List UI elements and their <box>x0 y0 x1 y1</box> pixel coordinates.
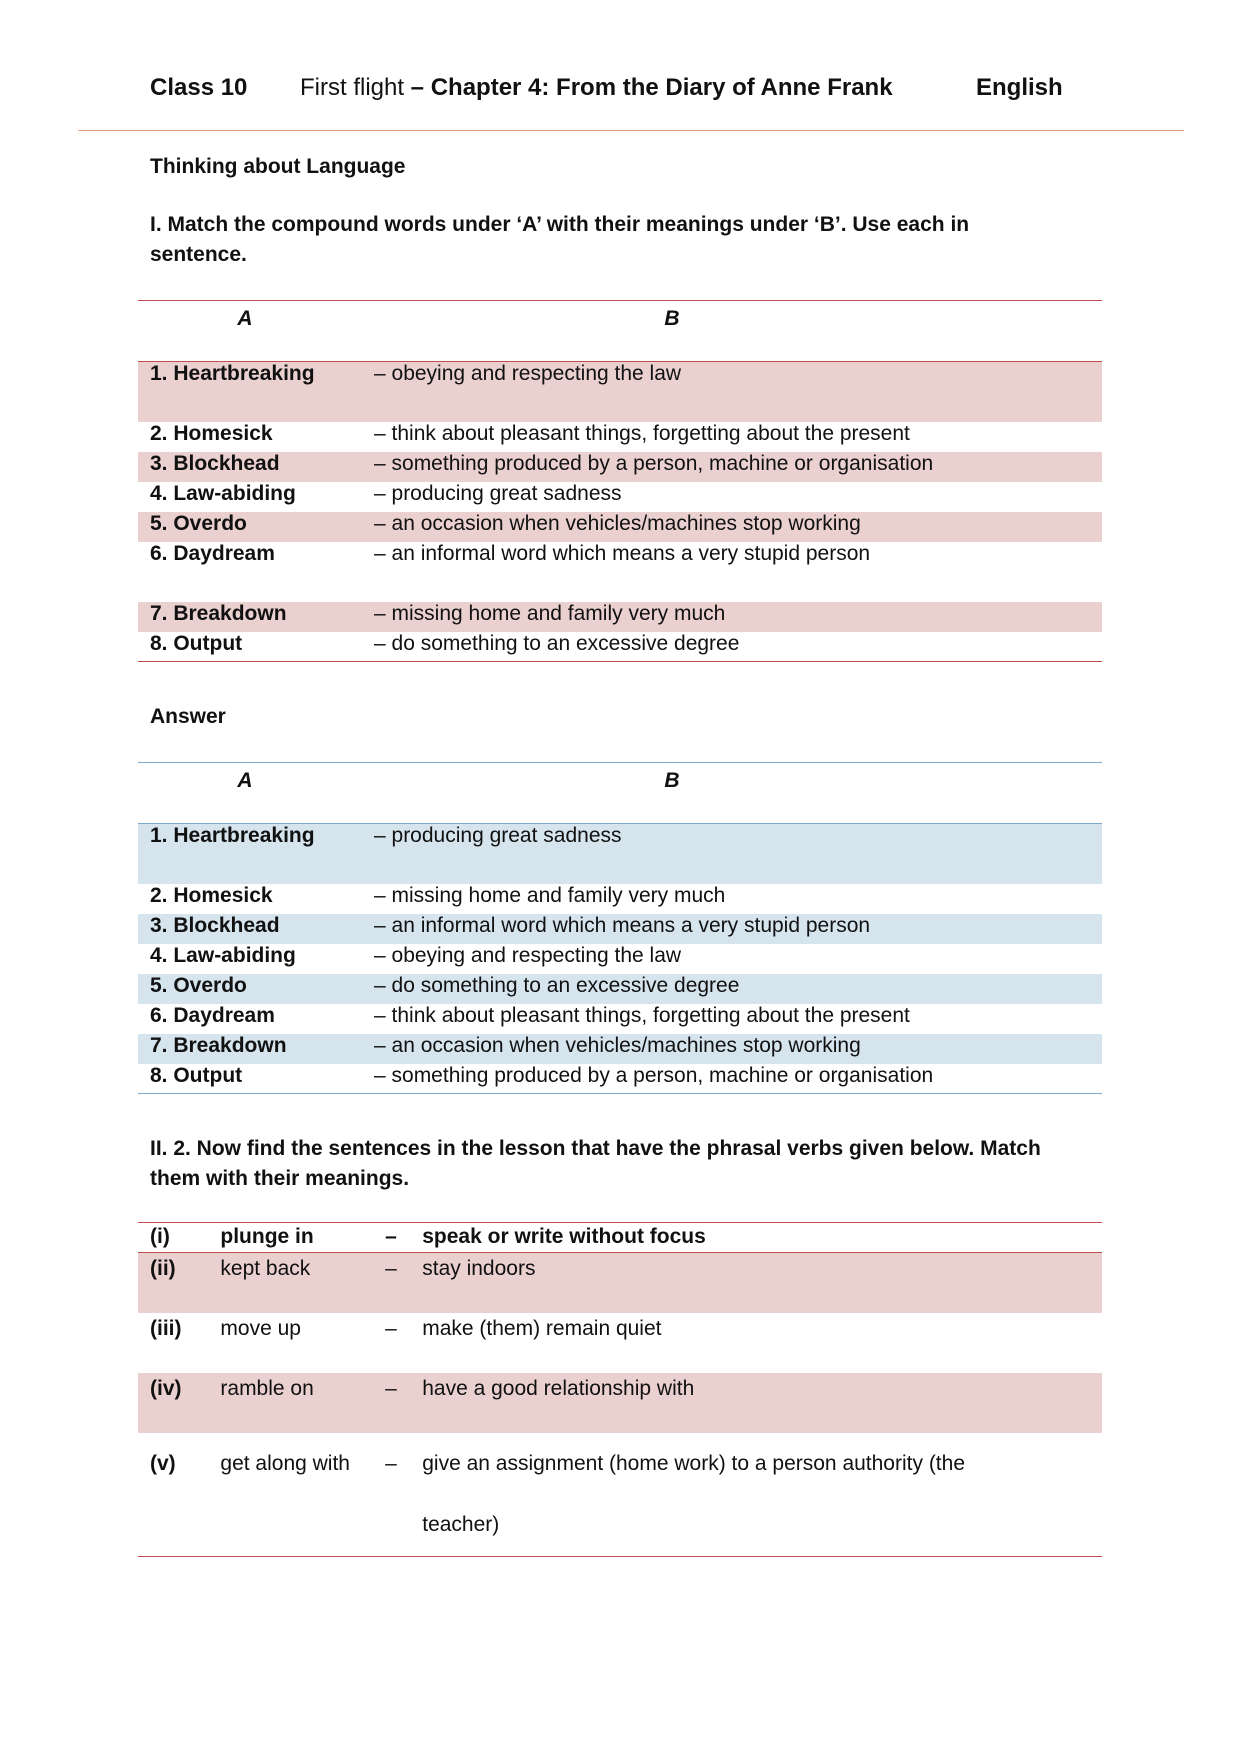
table-row <box>138 602 1102 632</box>
answer-table <box>138 762 1102 1094</box>
meaning-b: – producing great sadness <box>374 824 622 847</box>
table-row <box>138 1313 1102 1373</box>
header-chapter-title: – Chapter 4: From the Diary of Anne Frank <box>404 74 893 101</box>
phrasal-verb: plunge in <box>220 1225 314 1248</box>
word-a: 5. Overdo <box>150 973 247 997</box>
table-row <box>138 974 1102 1004</box>
header-class: Class 10 <box>150 74 248 101</box>
dash: – <box>385 1316 397 1340</box>
phrasal-verb: ramble on <box>220 1376 314 1400</box>
word-a: 1. Heartbreaking <box>150 824 315 847</box>
dash: – <box>385 1225 397 1248</box>
meaning-b: – an informal word which means a very stupid person <box>374 913 871 937</box>
column-b-header: B <box>664 769 680 792</box>
item-number: (i) <box>150 1225 170 1248</box>
dash: – <box>385 1376 397 1400</box>
meaning-b: – do something to an excessive degree <box>374 973 740 997</box>
table-row <box>138 1223 1102 1253</box>
table-row <box>138 944 1102 974</box>
word-a: 8. Output <box>150 1063 243 1087</box>
word-a: 7. Breakdown <box>150 1033 287 1057</box>
word-a: 7. Breakdown <box>150 601 287 625</box>
word-a: 3. Blockhead <box>150 451 280 475</box>
meaning-b: – producing great sadness <box>374 481 622 505</box>
meaning-b: – something produced by a person, machine or organisation <box>374 451 934 475</box>
meaning-b: – do something to an excessive degree <box>374 631 740 655</box>
word-a: 1. Heartbreaking <box>150 362 315 385</box>
meaning-b: – an occasion when vehicles/machines stop working <box>374 511 861 535</box>
verb-meaning: have a good relationship with <box>422 1376 695 1400</box>
meaning-b: – obeying and respecting the law <box>374 362 682 385</box>
compound-words-table <box>138 300 1102 662</box>
table-header-row <box>138 301 1102 362</box>
word-a: 8. Output <box>150 631 243 655</box>
meaning-b: – think about pleasant things, forgetting about the present <box>374 1003 910 1027</box>
header-book: First flight <box>300 74 405 101</box>
phrasal-verbs-table <box>138 1222 1102 1557</box>
header-divider <box>78 130 1184 131</box>
table-row <box>138 632 1102 662</box>
column-a-header: A <box>237 769 253 792</box>
table-row <box>138 1034 1102 1064</box>
dash: – <box>385 1257 397 1280</box>
table-row <box>138 512 1102 542</box>
word-a: 6. Daydream <box>150 541 275 565</box>
answer-label: Answer <box>150 705 226 728</box>
phrasal-verb: kept back <box>220 1257 311 1280</box>
dash: – <box>385 1451 397 1475</box>
meaning-b: – an informal word which means a very stupid person <box>374 541 871 565</box>
word-a: 5. Overdo <box>150 511 247 535</box>
column-b-header: B <box>664 307 680 330</box>
page-header <box>150 74 1080 110</box>
word-a: 4. Law-abiding <box>150 481 296 505</box>
table-header-row <box>138 763 1102 824</box>
question-1: I. Match the compound words under ‘A’ with their meanings under ‘B’. Use each in sentence. <box>150 213 970 266</box>
phrasal-verb: move up <box>220 1316 301 1340</box>
table-row <box>138 362 1102 422</box>
word-a: 2. Homesick <box>150 883 273 907</box>
table-row <box>138 884 1102 914</box>
column-a-header: A <box>237 307 253 330</box>
item-number: (ii) <box>150 1257 176 1280</box>
verb-meaning: speak or write without focus <box>422 1225 706 1248</box>
meaning-b: – missing home and family very much <box>374 601 726 625</box>
verb-meaning: give an assignment (home work) to a person authority (the teacher) <box>422 1451 966 1536</box>
word-a: 6. Daydream <box>150 1003 275 1027</box>
table-row <box>138 1253 1102 1313</box>
verb-meaning: stay indoors <box>422 1257 536 1280</box>
word-a: 3. Blockhead <box>150 913 280 937</box>
table-row <box>138 1064 1102 1094</box>
header-chapter <box>300 74 893 102</box>
table-row <box>138 1433 1102 1557</box>
item-number: (v) <box>150 1451 176 1475</box>
meaning-b: – obeying and respecting the law <box>374 943 682 967</box>
meaning-b: – think about pleasant things, forgetting about the present <box>374 421 910 445</box>
word-a: 4. Law-abiding <box>150 943 296 967</box>
meaning-b: – an occasion when vehicles/machines stop working <box>374 1033 861 1057</box>
item-number: (iii) <box>150 1316 182 1340</box>
item-number: (iv) <box>150 1376 182 1400</box>
table-row <box>138 482 1102 512</box>
verb-meaning: make (them) remain quiet <box>422 1316 662 1340</box>
meaning-b: – missing home and family very much <box>374 883 726 907</box>
phrasal-verb: get along with <box>220 1451 350 1475</box>
meaning-b: – something produced by a person, machine or organisation <box>374 1063 934 1087</box>
table-row <box>138 1004 1102 1034</box>
word-a: 2. Homesick <box>150 421 273 445</box>
table-row <box>138 422 1102 452</box>
table-row <box>138 452 1102 482</box>
table-row <box>138 914 1102 944</box>
section-title: Thinking about Language <box>150 155 406 178</box>
question-2: II. 2. Now find the sentences in the lesson that have the phrasal verbs given below. Match them with their meanings. <box>150 1137 1041 1190</box>
header-subject: English <box>976 74 1063 101</box>
table-row <box>138 824 1102 884</box>
table-row <box>138 1373 1102 1433</box>
table-row <box>138 542 1102 602</box>
